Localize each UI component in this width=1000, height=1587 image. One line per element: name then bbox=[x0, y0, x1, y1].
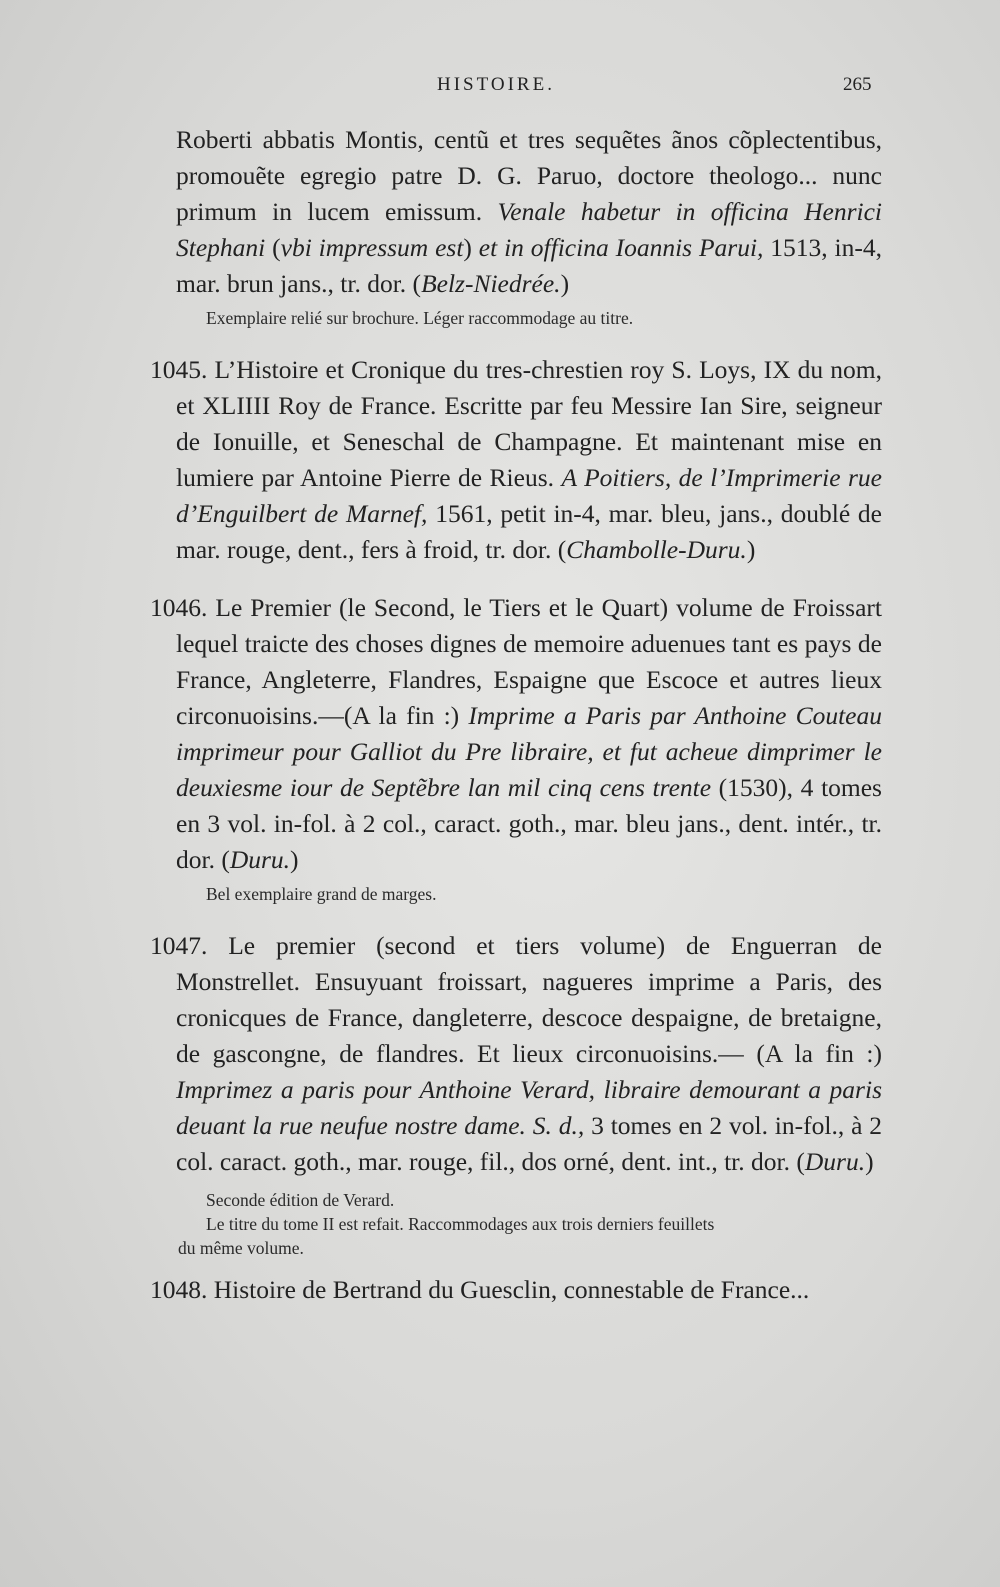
entry-text: 1045. L’Histoire et Cronique du tres-chrestien roy S. Loys, IX du nom, et XLIIII Roy de France. Escritte par feu Messire Ian Sire, seigneur de Ionuille, et Seneschal de Champagne. Et maintenant mise en lumiere par Antoine Pierre de Rieus. A Poitiers, de l’Imprimerie rue d’Enguilbert de Marnef, 1561, petit in-4, mar. bleu, jans., doublé de mar. rouge, dent., fers à froid, tr. dor. (Chambolle-Duru.) bbox=[150, 355, 883, 564]
entry-number: 1047. bbox=[150, 931, 208, 960]
page-number: 265 bbox=[843, 74, 872, 95]
page-body bbox=[150, 122, 882, 1308]
entry-1048 bbox=[150, 1272, 882, 1308]
entry-note: Exemplaire relié sur brochure. Léger raccommodage au titre. bbox=[206, 308, 634, 328]
entry-continued bbox=[150, 122, 882, 330]
entry-number: 1048. bbox=[150, 1275, 208, 1304]
entry-1047 bbox=[150, 928, 882, 1260]
entry-note: du même volume. bbox=[178, 1238, 304, 1258]
entry-text: Roberti abbatis Montis, centũ et tres sequẽtes ãnos cõplectentibus, promouẽte egregio patre D. G. Paruo, doctore theologo... nunc primum in lucem emissum. Venale habetur in officina Henrici Stephani (vbi impressum est) et in officina Ioannis Parui, 1513, in-4, mar. brun jans., tr. dor. (Belz-Niedrée.) bbox=[176, 125, 883, 298]
entry-text: 1046. Le Premier (le Second, le Tiers et le Quart) volume de Froissart lequel traicte des choses dignes de memoire aduenues tant es pays de France, Angleterre, Flandres, Espaigne que Escoce et autres lieux circonuoisins.—(A la fin :) Imprime a Paris par Anthoine Couteau imprimeur pour Galliot du Pre libraire, et fut acheue dimprimer le deuxiesme iour de Septẽbre lan mil cinq cens trente (1530), 4 tomes en 3 vol. in-fol. à 2 col., caract. goth., mar. bleu jans., dent. intér., tr. dor. (Duru.) bbox=[150, 593, 882, 874]
running-head bbox=[0, 70, 1000, 100]
running-title: HISTOIRE. bbox=[437, 74, 555, 95]
entry-note: Le titre du tome II est refait. Raccommodages aux trois derniers feuillets bbox=[206, 1214, 715, 1234]
entry-text: 1048. Histoire de Bertrand du Guesclin, connestable de France... bbox=[150, 1275, 810, 1304]
entry-notes bbox=[150, 1188, 882, 1260]
entry-note: Seconde édition de Verard. bbox=[206, 1190, 395, 1210]
entry-1045 bbox=[150, 352, 882, 568]
entry-number: 1046. bbox=[150, 593, 208, 622]
entry-1046 bbox=[150, 590, 882, 906]
entry-text: 1047. Le premier (second et tiers volume) de Enguerran de Monstrellet. Ensuyuant froissart, nagueres imprime a Paris, des cronicques de France, dangleterre, descoce despaigne, de bretaigne, de gascongne, de flandres. Et lieux circonuoisins.— (A la fin :) Imprimez a paris pour Anthoine Verard, libraire demourant a paris deuant la rue neufue nostre dame. S. d., 3 tomes en 2 vol. in-fol., à 2 col. caract. goth., mar. rouge, fil., dos orné, dent. int., tr. dor. (Duru.) bbox=[150, 931, 882, 1176]
entry-number: 1045. bbox=[150, 355, 208, 384]
entry-note: Bel exemplaire grand de marges. bbox=[206, 884, 437, 904]
